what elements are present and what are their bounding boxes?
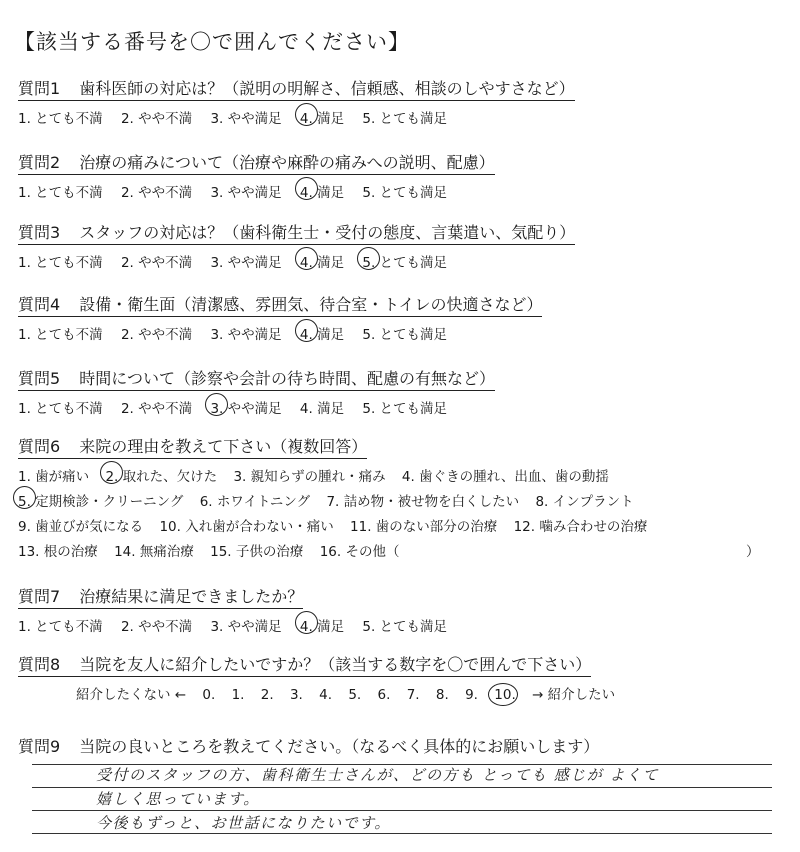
option[interactable]: 5. とても満足 [362,185,448,201]
handwritten-answer-line: 今後もずっと、お世話になりたいです。 [96,814,391,832]
option[interactable]: 11. 歯のない部分の治療 [350,519,498,535]
question-2 [18,150,658,201]
option-other[interactable]: 16. その他（ [319,544,400,560]
question-text: 歯科医師の対応は？（説明の明解さ、信頼感、相談のしやすさなど） [79,79,575,98]
question-text: スタッフの対応は？（歯科衛生士・受付の態度、言葉遣い、気配り） [79,223,576,242]
option[interactable]: 14. 無痛治療 [114,544,194,560]
question-label: 質問7 [18,587,61,606]
option[interactable]: 4. 満足 [299,401,345,417]
scale-left-label: 紹介したくない ← [76,687,187,703]
option[interactable]: 6. ホワイトニング [199,494,311,510]
option[interactable]: 3. 親知らずの腫れ・痛み [233,469,386,485]
page-title: 【該当する番号を〇で囲んでください】 [14,30,410,54]
question-5-options [18,397,658,417]
scale-value[interactable]: 2. [260,687,274,703]
question-label: 質問5 [18,369,61,388]
option[interactable]: 2. やや不満 [120,401,193,417]
option[interactable]: 1. とても不満 [18,327,103,343]
option-circled[interactable]: 4. 満足 [300,323,344,343]
option-circled[interactable]: 2. 取れた、欠けた [105,465,217,490]
option[interactable]: 9. 歯並びが気になる [18,519,144,535]
question-1-options [18,107,658,127]
question-3-options [18,251,658,271]
scale-value[interactable]: 1. [231,687,245,703]
option[interactable]: 5. とても満足 [362,111,448,127]
scale-value[interactable]: 5. [348,687,362,703]
option-circled[interactable]: 4. 満足 [300,181,344,201]
recommend-scale [18,683,738,703]
question-8-heading [18,652,591,677]
option[interactable]: 1. とても不満 [18,619,103,635]
other-close-paren: ） [746,544,760,560]
option[interactable]: 3. やや満足 [210,619,282,635]
scale-value[interactable]: 6. [377,687,391,703]
option[interactable]: 10. 入れ歯が合わない・痛い [159,519,334,535]
question-7-heading [18,584,303,609]
ruled-line [32,742,772,765]
question-label: 質問3 [18,223,61,242]
question-label: 質問8 [18,655,61,674]
question-7-options [18,615,658,635]
question-1-heading [18,76,575,101]
option[interactable]: 3. やや満足 [210,111,282,127]
question-label: 質問9 [18,737,61,756]
option-circled[interactable]: 5. 定期検診・クリーニング [18,490,183,515]
option-circled[interactable]: 5. とても満足 [362,251,447,271]
option[interactable]: 2. やや不満 [120,327,193,343]
question-text: 来院の理由を教えて下さい（複数回答） [79,437,368,456]
option[interactable]: 15. 子供の治療 [210,544,304,560]
question-6 [18,434,778,565]
scale-value[interactable]: 7. [406,687,420,703]
scale-value[interactable]: 8. [435,687,449,703]
question-label: 質問4 [18,295,61,314]
scale-right-label: → 紹介したい [532,687,616,703]
option-circled[interactable]: 4. 満足 [300,107,344,127]
option-circled[interactable]: 3. やや満足 [210,397,281,417]
question-text: 設備・衛生面（清潔感、雰囲気、待合室・トイレの快適さなど） [79,295,543,314]
scale-value[interactable]: 0. [202,687,216,703]
option[interactable]: 7. 詰め物・被せ物を白くしたい [326,494,520,510]
option[interactable]: 3. やや満足 [210,185,282,201]
question-6-options [18,465,778,565]
question-2-options [18,181,658,201]
question-label: 質問1 [18,79,61,98]
question-8 [18,652,738,703]
question-6-heading [18,434,367,459]
option[interactable]: 5. とても満足 [362,327,448,343]
question-4 [18,292,658,343]
option[interactable]: 1. とても不満 [18,185,103,201]
scale-value[interactable]: 4. [319,687,333,703]
option[interactable]: 12. 噛み合わせの治療 [513,519,648,535]
question-text: 当院を友人に紹介したいですか？（該当する数字を〇で囲んで下さい） [79,655,592,674]
option[interactable]: 1. 歯が痛い [18,469,90,485]
question-text: 時間について（診察や会計の待ち時間、配慮の有無など） [79,369,495,388]
option[interactable]: 8. インプラント [535,494,634,510]
question-4-heading [18,292,542,317]
option[interactable]: 2. やや不満 [120,111,193,127]
option[interactable]: 2. やや不満 [120,185,193,201]
question-5 [18,366,658,417]
question-4-options [18,323,658,343]
option[interactable]: 2. やや不満 [120,255,193,271]
scale-value[interactable]: 3. [289,687,303,703]
question-text: 治療の痛みについて（治療や麻酔の痛みへの説明、配慮） [79,153,495,172]
question-2-heading [18,150,495,175]
question-label: 質問6 [18,437,61,456]
question-3 [18,220,658,271]
option[interactable]: 5. とても満足 [362,401,448,417]
option[interactable]: 1. とても不満 [18,401,103,417]
option[interactable]: 4. 歯ぐきの腫れ、出血、歯の動揺 [401,469,609,485]
question-text: 治療結果に満足できましたか？ [79,587,304,606]
option[interactable]: 3. やや満足 [210,255,282,271]
handwritten-answer-line: 受付のスタッフの方、歯科衛生士さんが、どの方も とっても 感じが よくて [96,766,660,784]
question-7 [18,584,658,635]
question-1 [18,76,658,127]
option-circled[interactable]: 4. 満足 [300,615,344,635]
option[interactable]: 1. とても不満 [18,255,103,271]
option[interactable]: 13. 根の治療 [18,544,98,560]
question-5-heading [18,366,495,391]
option[interactable]: 5. とても満足 [362,619,448,635]
option[interactable]: 1. とても不満 [18,111,103,127]
option-circled[interactable]: 4. 満足 [300,251,344,271]
handwritten-answer-line: 嬉しく思っています。 [96,790,260,808]
scale-value[interactable]: 9. [465,687,478,703]
option[interactable]: 3. やや満足 [210,327,282,343]
question-label: 質問2 [18,153,61,172]
question-text: 当院の良いところを教えてください。（なるべく具体的にお願いします） [79,737,600,756]
option[interactable]: 2. やや不満 [120,619,193,635]
scale-value-circled[interactable]: 10. [494,687,516,703]
question-3-heading [18,220,575,245]
